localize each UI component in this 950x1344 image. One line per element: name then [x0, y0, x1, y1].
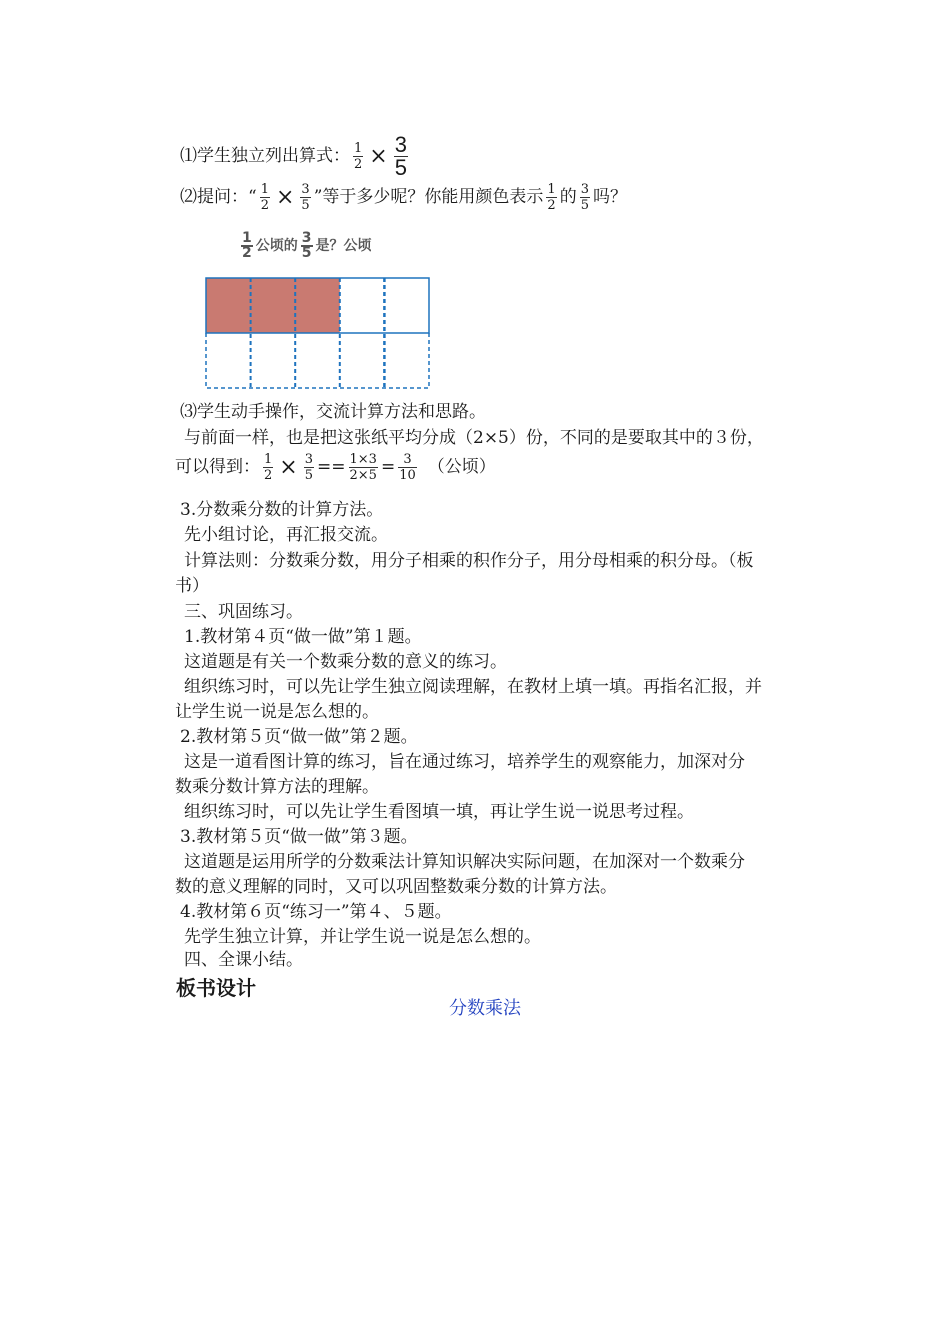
text-line: 四、全课小结。: [184, 950, 303, 970]
diagram-title: $\frac{1}{2}$ 公顷的 $\frac{3}{5}$ 是？公顷: [242, 230, 372, 261]
multiply-sign: ×: [369, 143, 388, 169]
text-line: 计算法则：分数乘分数，用分子相乘的积作分子，用分母相乘的积分母。（板: [184, 551, 754, 571]
fraction: $\frac{3}{5}$: [304, 452, 313, 483]
equals-sign: =: [380, 457, 396, 477]
multiply-sign: ×: [279, 454, 298, 480]
fraction: $\frac{1\times 3}{2\times 5}$: [349, 452, 377, 483]
text-line: 书）: [175, 576, 209, 596]
fraction: $\frac{1}{2}$: [264, 452, 273, 483]
step2-suffix: 吗？: [592, 187, 627, 207]
formula-line: 可以得到： $\frac{1}{2}$ × $\frac{3}{5}$ == $\frac{1\times 3}{2\times 5}$ = $\frac{3}{10}$ （公顷）: [175, 452, 496, 483]
text-line: 让学生说一说是怎么想的。: [175, 702, 379, 722]
step2-middle: ”等于多少呢？你能用颜色表示: [313, 187, 544, 207]
fraction: $\frac{3}{10}$: [399, 452, 416, 483]
text-line: 这道题是运用所学的分数乘法计算知识解决实际问题，在加深对一个数乘分: [184, 852, 745, 872]
fraction: $\frac{1}{2}$: [242, 230, 252, 261]
step2-de: 的: [559, 187, 577, 207]
step2-prefix: ⑵提问：“: [180, 187, 257, 207]
board-design-heading: 板书设计: [176, 976, 256, 1000]
text-line: 数乘分数计算方法的理解。: [175, 777, 379, 797]
text-line: 2.教材第５页“做一做”第２题。: [180, 727, 418, 747]
text-line: 数的意义理解的同时，又可以巩固整数乘分数的计算方法。: [175, 877, 617, 897]
shaded-region: [206, 278, 340, 333]
text-line: 3.分数乘分数的计算方法。: [180, 500, 384, 520]
fraction: $\frac{3}{5}$: [394, 132, 407, 180]
text-line: 组织练习时，可以先让学生看图填一填，再让学生说一说思考过程。: [184, 802, 694, 822]
equals-sign: ==: [317, 457, 346, 477]
board-title: 分数乘法: [449, 998, 521, 1019]
fraction: $\frac{1}{2}$: [260, 182, 269, 213]
text-line: 三、巩固练习。: [184, 602, 303, 622]
para1-line: 与前面一样，也是把这张纸平均分成（2×5）份，不同的是要取其中的３份，: [184, 428, 764, 448]
text-line: 3.教材第５页“做一做”第３题。: [180, 827, 418, 847]
fraction: $\frac{3}{5}$: [580, 182, 589, 213]
text-line: 1.教材第４页“做一做”第１题。: [184, 627, 422, 647]
fraction: $\frac{1}{2}$: [547, 182, 556, 213]
step1-line: [180, 134, 411, 179]
fraction: $\frac{3}{5}$: [301, 230, 312, 261]
text-line: 组织练习时，可以先让学生独立阅读理解，在教材上填一填。再指名汇报，并: [184, 677, 762, 697]
text-line: 这是一道看图计算的练习，旨在通过练习，培养学生的观察能力，加深对分: [184, 752, 745, 772]
bottom-row-border: [206, 333, 429, 388]
text-line: 4.教材第６页“练习一”第４、５题。: [180, 902, 452, 922]
step2-line: [180, 182, 627, 213]
area-model-diagram: [200, 272, 440, 392]
text-line: 这道题是有关一个数乘分数的意义的练习。: [184, 652, 507, 672]
multiply-sign: ×: [275, 184, 295, 210]
step1-text: ⑴学生独立列出算式：: [180, 146, 350, 166]
text-line: 先学生独立计算，并让学生说一说是怎么想的。: [184, 927, 541, 947]
fraction: $\frac{1}{2}$: [354, 141, 363, 172]
step3-line: ⑶学生动手操作，交流计算方法和思路。: [180, 402, 486, 422]
text-line: 先小组讨论，再汇报交流。: [184, 525, 388, 545]
fraction: $\frac{3}{5}$: [301, 182, 310, 213]
